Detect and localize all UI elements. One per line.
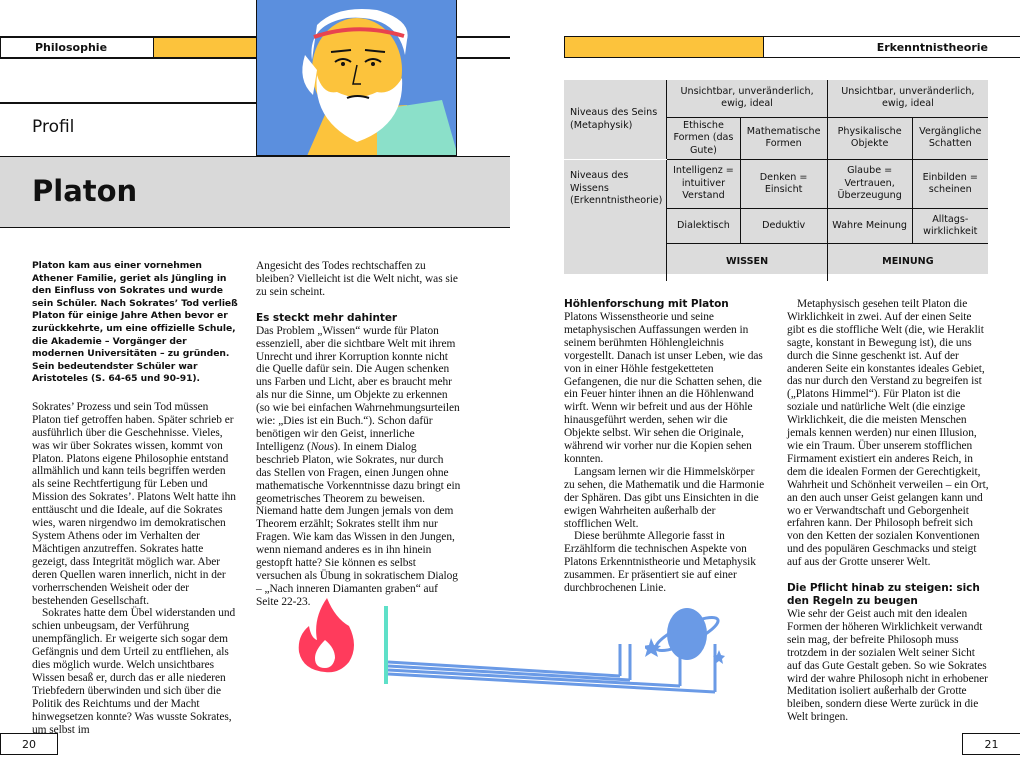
left-column-1: [32, 260, 238, 737]
paragraph: Angesicht des Todes rechtschaffen zu bleiben? Vielleicht ist die Welt nicht, was sie zu sein scheint.: [256, 260, 458, 298]
paragraph: Sokrates’ Prozess und sein Tod müssen Platon tief getroffen haben. Später schrieb er ausführlich über die Geschehnisse. Vieles, was wir über Sokrates wissen, kommt von Platon. Platons eigene Philosophie entstand allmählich und kann teils begriffen werden als seine Rechtfertigung für Leben und Mission des Sokrates’. Platons Welt hatte ihn enttäuscht und die Ideale, auf die Sokrates wies, waren nirgendwo im demokratischen System Athens oder im Verhalten der Mächtigen anzutreffen. Sokrates hatte gezeigt, dass Integrität möglich war. Aber deren Quellen waren innerlich, nicht in der vorherrschenden Weisheit oder der bestehenden Gesellschaft.: [32, 400, 236, 607]
paragraph: Sokrates hatte dem Übel widerstanden und schien unbeugsam, der Verführung unempfänglich. Er weigerte sich sogar dem Gefängnis und dem Urteil zu entfliehen, als dies möglich wurde. Welch unsichtbares Wissen besaß er, durch das er alle niederen Triebfedern überwinden und sich über die Politik des Reichtums und der Macht hinwegsetzen konnte? Was wusste Sokrates, um selbst im: [32, 607, 236, 736]
page-title: Platon: [32, 174, 138, 208]
wissen-cell: Denken = Einsicht: [740, 160, 827, 209]
profile-label: Profil: [32, 117, 75, 137]
group-label-left: Unsichtbar, unveränderlich, ewig, ideal: [667, 80, 827, 117]
subheading: Die Pflicht hinab zu steigen: sich den Regeln zu beugen: [787, 582, 980, 608]
section-label-box-right: [763, 36, 1020, 58]
sein-cell: Mathematische Formen: [740, 117, 827, 160]
row-label-wissen: Niveaus des Wissens (Erkenntnistheorie): [570, 170, 663, 206]
method-cell: Alltags-wirklichkeit: [912, 209, 988, 244]
right-column-2: [787, 298, 990, 724]
method-cell: Deduktiv: [740, 209, 827, 244]
fire-icon: [295, 596, 359, 674]
sein-cell: Vergängliche Schatten: [912, 117, 988, 160]
planet-icon: [645, 604, 725, 668]
subheading: Höhlenforschung mit Platon: [564, 298, 729, 310]
paragraph: Das Problem „Wissen“ wurde für Platon essenziell, aber die sichtbare Welt mit ihrem Unrecht und ihrer Korruption konnte nicht die Quelle dafür sein. Die Augen schenken uns Farben und Licht, aber es braucht mehr als nur die Sinne, um Objekte zu erkennen (so wie bei einfachen Wahrnehmungsurteilen wie: „Dies ist ein Buch.“). Schon dafür benötigen wir den Geist, innerliche Intelligenz (Nous). In einem Dialog beschrieb Platon, wie Sokrates, nur durch das Stellen von Fragen, einen Jungen ohne mathematische Vorkenntnisse dazu bringt ein geometrisches Theorem zu beweisen. Niemand hatte dem Jungen jemals von dem Theorem erzählt; Sokrates stellt ihm nur Fragen. Wie kam das Wissen in den Jungen, wenn niemand anderes es in ihn hinein gestopft hatte? Sie können es selbst versuchen als Übung in sokratischem Dialog – „Nach inneren Diamanten graben“ auf Seite 22-23.: [256, 324, 461, 608]
paragraph: Metaphysisch gesehen teilt Platon die Wirklichkeit in zwei. Auf der einen Seite gibt es die stoffliche Welt (die, wie Heraklit sagte, konstant in Bewegung ist), die uns durch die Sinne geschenkt ist. Auf der anderen Seite ein konstantes ideales Gebiet, das nur durch den Verstand zu begreifen ist („Platons Himmel“). Für Platon ist die soziale und natürliche Welt (die einzige Wirklichkeit, die die meisten Menschen jemals kennen werden) nur einen Illusion, wie ein Traum. Über unserem stofflichen Firmament existiert ein anderes Reich, in dem die idealen Formen der Gerechtigkeit, Wahrheit und Schönheit verweilen – ein Ort, an den auch unser Geist gelangen kann und wo er Verwandtschaft und Geborgenheit erfahren kann. Der Philosoph befreit sich von den Ketten der sozialen Konventionen und des populären Geschmacks und steigt auf aus der Grotte unserer Welt.: [787, 298, 989, 569]
group-label-right: Unsichtbar, unveränderlich, ewig, ideal: [827, 80, 988, 117]
header-yellow-bar-right: [564, 36, 764, 58]
footer-wissen: WISSEN: [667, 244, 827, 281]
knowledge-table: [564, 80, 988, 274]
section-label-box: [0, 36, 154, 58]
paragraph: Langsam lernen wir die Himmelskörper zu sehen, die Mathematik und die Harmonie der Sphären. Das gibt uns Einsichten in die ewigen Wahrheiten außerhalb der stofflichen Welt.: [564, 465, 765, 530]
row-label-sein: Niveaus des Seins (Metaphysik): [564, 80, 667, 160]
subheading: Es steckt mehr dahinter: [256, 311, 398, 324]
sein-cell: Ethische Formen (das Gute): [667, 117, 740, 160]
paragraph: Wie sehr der Geist auch mit den idealen Formen der höheren Wirklichkeit verwandt sein mag, der befreite Philosoph muss trotzdem in der sozialen Welt seiner Sicht auf das Gute Gestalt geben. So wie Sokrates wird der wahre Philosoph nicht in erhobener Meditation isoliert außerhalb der Grotte bleiben, sondern diese Werte zurück in die Welt bringen.: [787, 608, 988, 724]
section-label: Philosophie: [35, 40, 108, 54]
page-number-right: 21: [962, 733, 1020, 755]
star-icon: [713, 650, 725, 664]
paragraph: Platons Wissenstheorie und seine metaphysischen Auffassungen werden in seinem berühmten Höhlengleichnis vorgestellt. Danach ist unser Leben, wie das von in einer Höhle festgeketteten Gefangenen, die nur die Schatten sehen, die ein Feuer hinter ihnen an die Höhlenwand wirft. Wenn wir befreit und aus der Höhle hinausgeführt werden, sehen wir die Objekte selbst. Wir sehen die Originale, während wir vorher nur die Kopien sehen konnten.: [564, 311, 763, 465]
sein-cell: Physikalische Objekte: [827, 117, 912, 160]
method-cell: Dialektisch: [667, 209, 740, 244]
intro-text: Platon kam aus einer vornehmen Athener Familie, geriet als Jüngling in den Einfluss von Sokrates und wurde sein Schüler. Nach Sokrates’ Tod verließ Platon für einige Jahre Athen bevor er zurückkehrte, um eine offizielle Schule, die Akademie – Vorgänger der modernen Universitäten – zu gründen. Sein bedeutendster Schüler war Aristoteles (S. 64-65 und 90-91).: [32, 260, 238, 385]
footer-meinung: MEINUNG: [827, 244, 988, 281]
paragraph: Diese berühmte Allegorie fasst in Erzählform die technischen Aspekte von Platons Erkenntnistheorie und Metaphysik zusammen. Er präsentiert sie auf einer durchbrochenen Linie.: [564, 530, 756, 595]
wissen-cell: Einbilden = scheinen: [912, 160, 988, 209]
method-cell: Wahre Meinung: [827, 209, 912, 244]
header-yellow-bar: [153, 36, 257, 58]
wissen-cell: Glaube = Vertrauen, Überzeugung: [827, 160, 912, 209]
page-number-left: 20: [0, 733, 58, 755]
right-column-1: [564, 298, 766, 595]
wissen-cell: Intelligenz = intuitiver Verstand: [667, 160, 740, 209]
portrait-drawing: [257, 0, 457, 156]
platon-portrait: [256, 0, 457, 156]
section-label-right: Erkenntnistheorie: [876, 40, 988, 54]
left-column-2: [256, 260, 461, 609]
